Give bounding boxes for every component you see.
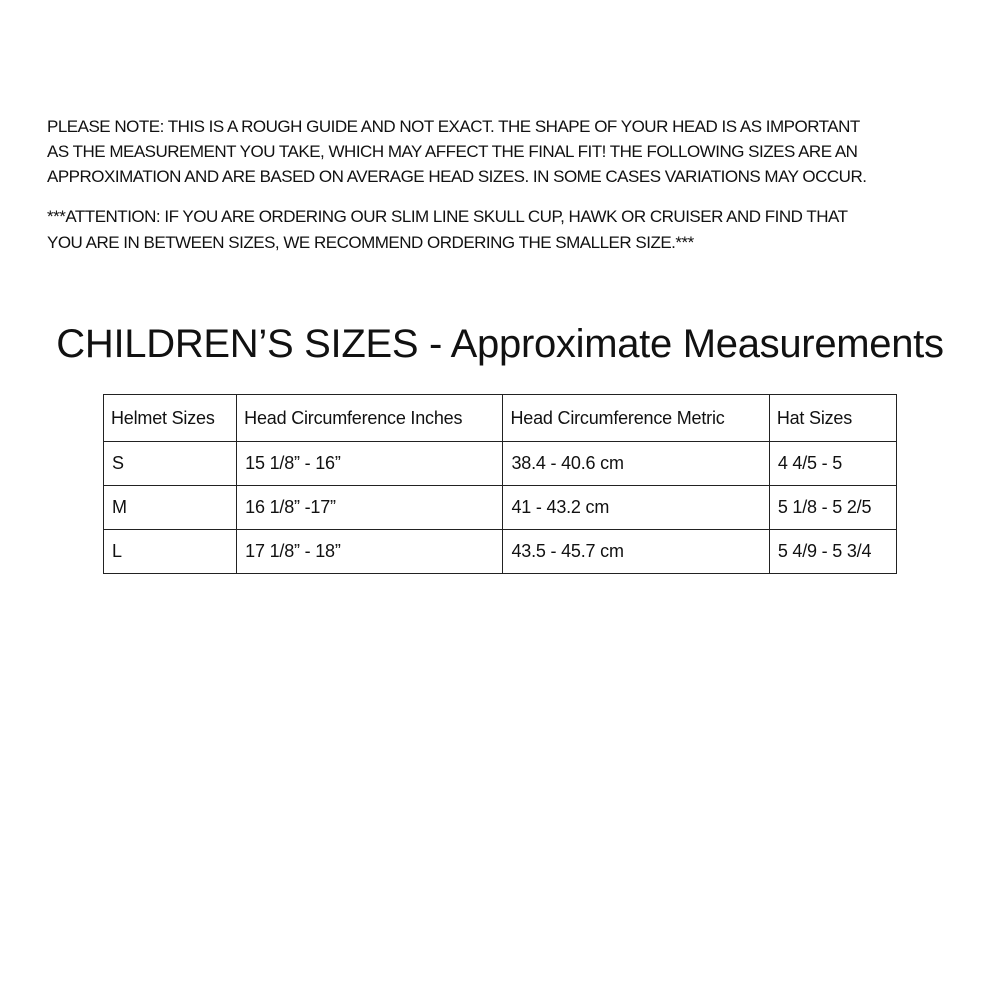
attention-notice-line: ***ATTENTION: IF YOU ARE ORDERING OUR SLIM LINE SKULL CUP, HAWK OR CRUISER AND FIND THAT xyxy=(47,207,848,226)
cell-inches: 17 1/8” - 18” xyxy=(237,530,503,574)
cell-helmet-size: M xyxy=(104,486,237,530)
column-header-metric: Head Circumference Metric xyxy=(503,395,769,442)
fit-notice-line: AS THE MEASUREMENT YOU TAKE, WHICH MAY AFFECT THE FINAL FIT! THE FOLLOWING SIZES ARE AN xyxy=(47,142,858,161)
size-table xyxy=(103,394,897,574)
cell-helmet-size: S xyxy=(104,442,237,486)
cell-inches: 16 1/8” -17” xyxy=(237,486,503,530)
fit-notice xyxy=(47,114,977,189)
cell-metric: 43.5 - 45.7 cm xyxy=(503,530,769,574)
attention-notice xyxy=(47,204,977,256)
cell-metric: 38.4 - 40.6 cm xyxy=(503,442,769,486)
table-row xyxy=(104,530,897,574)
table-row xyxy=(104,486,897,530)
page-title: CHILDREN’S SIZES - Approximate Measurements xyxy=(56,322,944,366)
cell-hat-size: 5 4/9 - 5 3/4 xyxy=(769,530,896,574)
column-header-helmet-sizes: Helmet Sizes xyxy=(104,395,237,442)
cell-hat-size: 5 1/8 - 5 2/5 xyxy=(769,486,896,530)
cell-inches: 15 1/8” - 16” xyxy=(237,442,503,486)
column-header-inches: Head Circumference Inches xyxy=(237,395,503,442)
attention-notice-line: YOU ARE IN BETWEEN SIZES, WE RECOMMEND ORDERING THE SMALLER SIZE.*** xyxy=(47,233,694,252)
cell-metric: 41 - 43.2 cm xyxy=(503,486,769,530)
fit-notice-line: PLEASE NOTE: THIS IS A ROUGH GUIDE AND NOT EXACT. THE SHAPE OF YOUR HEAD IS AS IMPORTANT xyxy=(47,117,860,136)
column-header-hat-sizes: Hat Sizes xyxy=(769,395,896,442)
table-header-row xyxy=(104,395,897,442)
fit-notice-line: APPROXIMATION AND ARE BASED ON AVERAGE HEAD SIZES. IN SOME CASES VARIATIONS MAY OCCUR. xyxy=(47,167,867,186)
table-row xyxy=(104,442,897,486)
cell-hat-size: 4 4/5 - 5 xyxy=(769,442,896,486)
cell-helmet-size: L xyxy=(104,530,237,574)
